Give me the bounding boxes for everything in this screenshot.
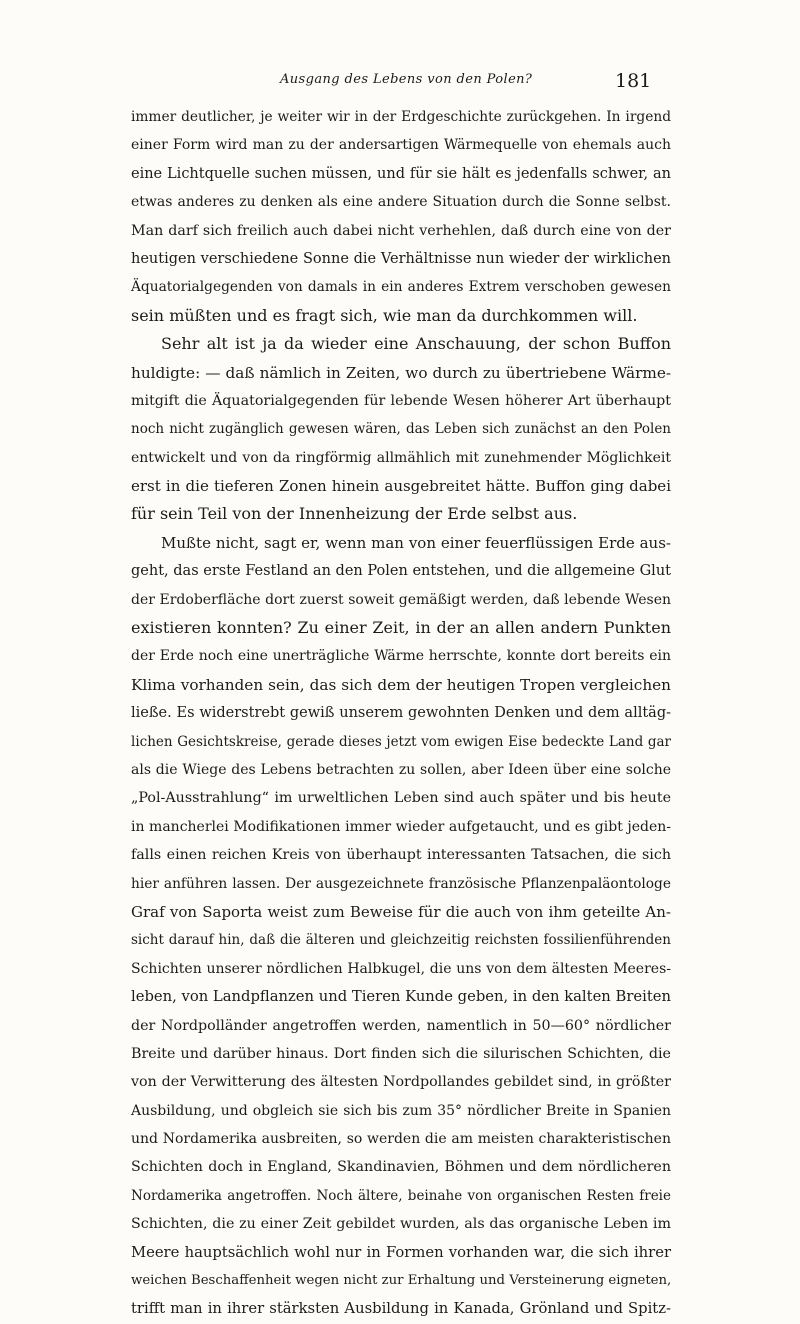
text-line: der Erdoberfläche dort zuerst soweit gemäßigt werden, daß lebende Wesen [131,591,671,608]
text-line: Meere hauptsächlich wohl nur in Formen vorhanden war, die sich ihrer [131,1243,671,1261]
text-line: Schichten unserer nördlichen Halbkugel, die uns von dem ältesten Meeres- [131,960,671,977]
text-line: heutigen verschiedene Sonne die Verhältnisse nun wieder der wirklichen [131,250,671,267]
page-number: 181 [615,70,652,92]
text-line: Nordamerika angetroffen. Noch ältere, beinahe von organischen Resten freie [131,1187,671,1204]
text-line: existieren konnten? Zu einer Zeit, in der an allen andern Punkten [131,618,671,638]
text-line: Klima vorhanden sein, das sich dem der heutigen Tropen vergleichen [131,675,671,694]
text-line: huldigte: — daß nämlich in Zeiten, wo durch zu übertriebene Wärme- [131,363,671,382]
text-line: erst in die tieferen Zonen hinein ausgebreitet hätte. Buffon ging dabei [131,477,671,496]
text-line: und Nordamerika ausbreiten, so werden die am meisten charakteristischen [131,1131,671,1148]
text-line: entwickelt und von da ringförmig allmählich mit zunehmender Möglichkeit [131,449,671,466]
text-line: noch nicht zugänglich gewesen wären, das Leben sich zunächst an den Polen [131,421,671,438]
text-line: Ausbildung, und obgleich sie sich bis zum 35° nördlicher Breite in Spanien [131,1102,671,1119]
text-line: etwas anderes zu denken als eine andere Situation durch die Sonne selbst. [131,194,671,211]
text-line: einer Form wird man zu der andersartigen Wärmequelle von ehemals auch [131,137,671,154]
text-line: geht, das erste Festland an den Polen entstehen, und die allgemeine Glut [131,563,671,580]
text-line: Graf von Saporta weist zum Beweise für die auch von ihm geteilte An- [131,902,671,921]
text-line: weichen Beschaffenheit wegen nicht zur Erhaltung und Versteinerung eigneten, [131,1273,672,1289]
text-line: ließe. Es widerstrebt gewiß unserem gewohnten Denken und dem alltäg- [131,705,671,722]
text-line: mitgift die Äquatorialgegenden für lebende Wesen höherer Art überhaupt [131,392,671,409]
body-text [131,103,671,1324]
text-line: falls einen reichen Kreis von überhaupt interessanten Tatsachen, die sich [131,847,671,864]
text-line: Breite und darüber hinaus. Dort finden sich die silurischen Schichten, die [131,1045,671,1062]
text-line: Mußte nicht, sagt er, wenn man von einer feuerflüssigen Erde aus- [161,533,671,552]
text-line: Schichten doch in England, Skandinavien, Böhmen und dem nördlicheren [131,1159,671,1176]
text-line: in mancherlei Modifikationen immer wieder aufgetaucht, und es gibt jeden- [131,818,671,835]
text-line: als die Wiege des Lebens betrachten zu sollen, aber Ideen über eine solche [131,761,671,778]
text-line: immer deutlicher, je weiter wir in der Erdgeschichte zurückgehen. In irgend [131,109,671,125]
text-line: sein müßten und es fragt sich, wie man da durchkommen will. [131,305,638,325]
text-line: eine Lichtquelle suchen müssen, und für sie hält es jedenfalls schwer, an [131,165,671,182]
text-line: Sehr alt ist ja da wieder eine Anschauung, der schon Buffon [161,334,671,354]
text-line: Man darf sich freilich auch dabei nicht verhehlen, daß durch eine von der [131,222,671,239]
text-line: sicht darauf hin, daß die älteren und gleichzeitig reichsten fossilienführenden [131,932,671,949]
text-line: der Erde noch eine unerträgliche Wärme herrschte, konnte dort bereits ein [131,648,671,665]
text-line: Äquatorialgegenden von damals in ein anderes Extrem verschoben gewesen [131,279,671,296]
text-line: hier anführen lassen. Der ausgezeichnete französische Pflanzenpaläontologe [131,875,671,892]
text-line: der Nordpolländer angetroffen werden, namentlich in 50—60° nördlicher [131,1017,671,1034]
text-line: von der Verwitterung des ältesten Nordpollandes gebildet sind, in größter [131,1074,671,1091]
running-head: Ausgang des Lebens von den Polen? [280,72,533,87]
text-line: trifft man in ihrer stärksten Ausbildung in Kanada, Grönland und Spitz- [131,1300,671,1318]
text-line: „Pol-Ausstrahlung“ im urweltlichen Leben sind auch später und bis heute [131,790,671,807]
text-line: lichen Gesichtskreise, gerade dieses jetzt vom ewigen Eise bedeckte Land gar [131,733,671,750]
text-line: leben, von Landpflanzen und Tieren Kunde geben, in den kalten Breiten [131,988,671,1006]
text-line: Schichten, die zu einer Zeit gebildet wurden, als das organische Leben im [131,1216,671,1233]
text-line: für sein Teil von der Innenheizung der Erde selbst aus. [131,504,578,524]
